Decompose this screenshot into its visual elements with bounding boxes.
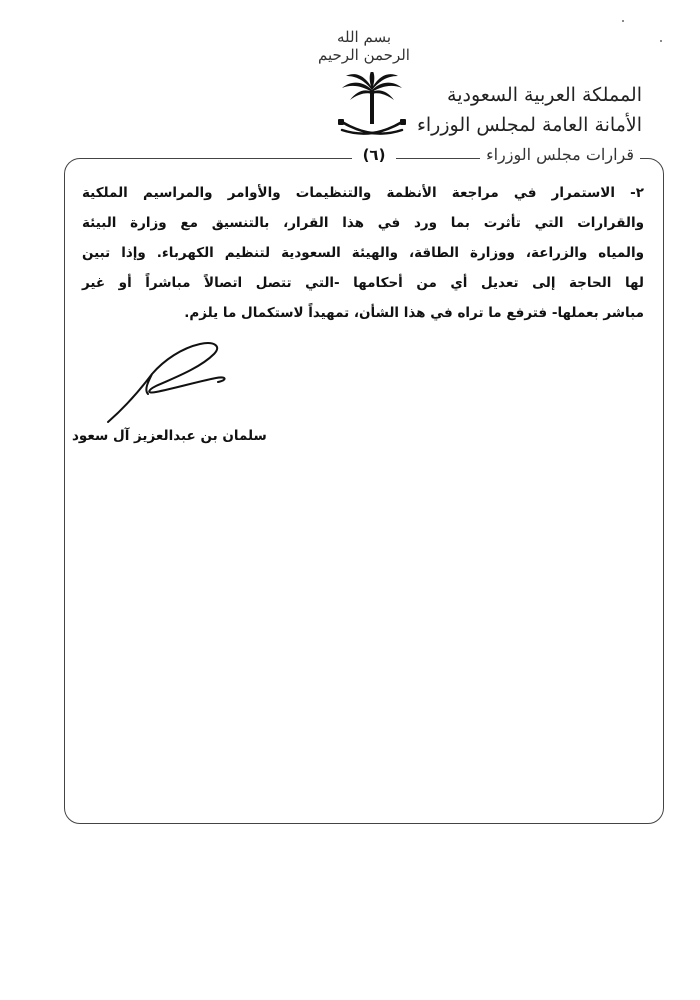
saudi-emblem-icon (334, 72, 410, 144)
scan-speck (660, 40, 662, 42)
kingdom-title: المملكة العربية السعودية (447, 84, 642, 106)
decisions-label: قرارات مجلس الوزراء (480, 145, 640, 164)
body-line: ٢- الاستمرار في مراجعة الأنظمة والتنظيمات والأوامر والمراسيم الملكية (82, 185, 644, 201)
page-number: (٦) (352, 146, 396, 164)
body-line: والمياه والزراعة، ووزارة الطاقة، والهيئة السعودية لتنظيم الكهرباء. وإذا تبين (82, 245, 644, 261)
body-line: لها الحاجة إلى تعديل أي من أحكامها -التي تتصل اتصالاً مباشراً أو غير (82, 275, 644, 291)
basmala: بسم الله الرحمن الرحيم (318, 28, 410, 64)
body-line: والقرارات التي تأثرت بما ورد في هذا القرار، بالتنسيق مع وزارة البيئة (82, 215, 644, 231)
scan-speck (622, 20, 624, 22)
letterhead (416, 80, 642, 140)
decision-body (82, 178, 644, 328)
handwritten-signature-icon (104, 338, 274, 426)
body-line: مباشر بعملها- فترفع ما تراه في هذا الشأن، تمهيداً لاستكمال ما يلزم. (184, 305, 644, 321)
secretariat-title: الأمانة العامة لمجلس الوزراء (416, 114, 642, 136)
signatory-name: سلمان بن عبدالعزيز آل سعود (72, 428, 267, 444)
